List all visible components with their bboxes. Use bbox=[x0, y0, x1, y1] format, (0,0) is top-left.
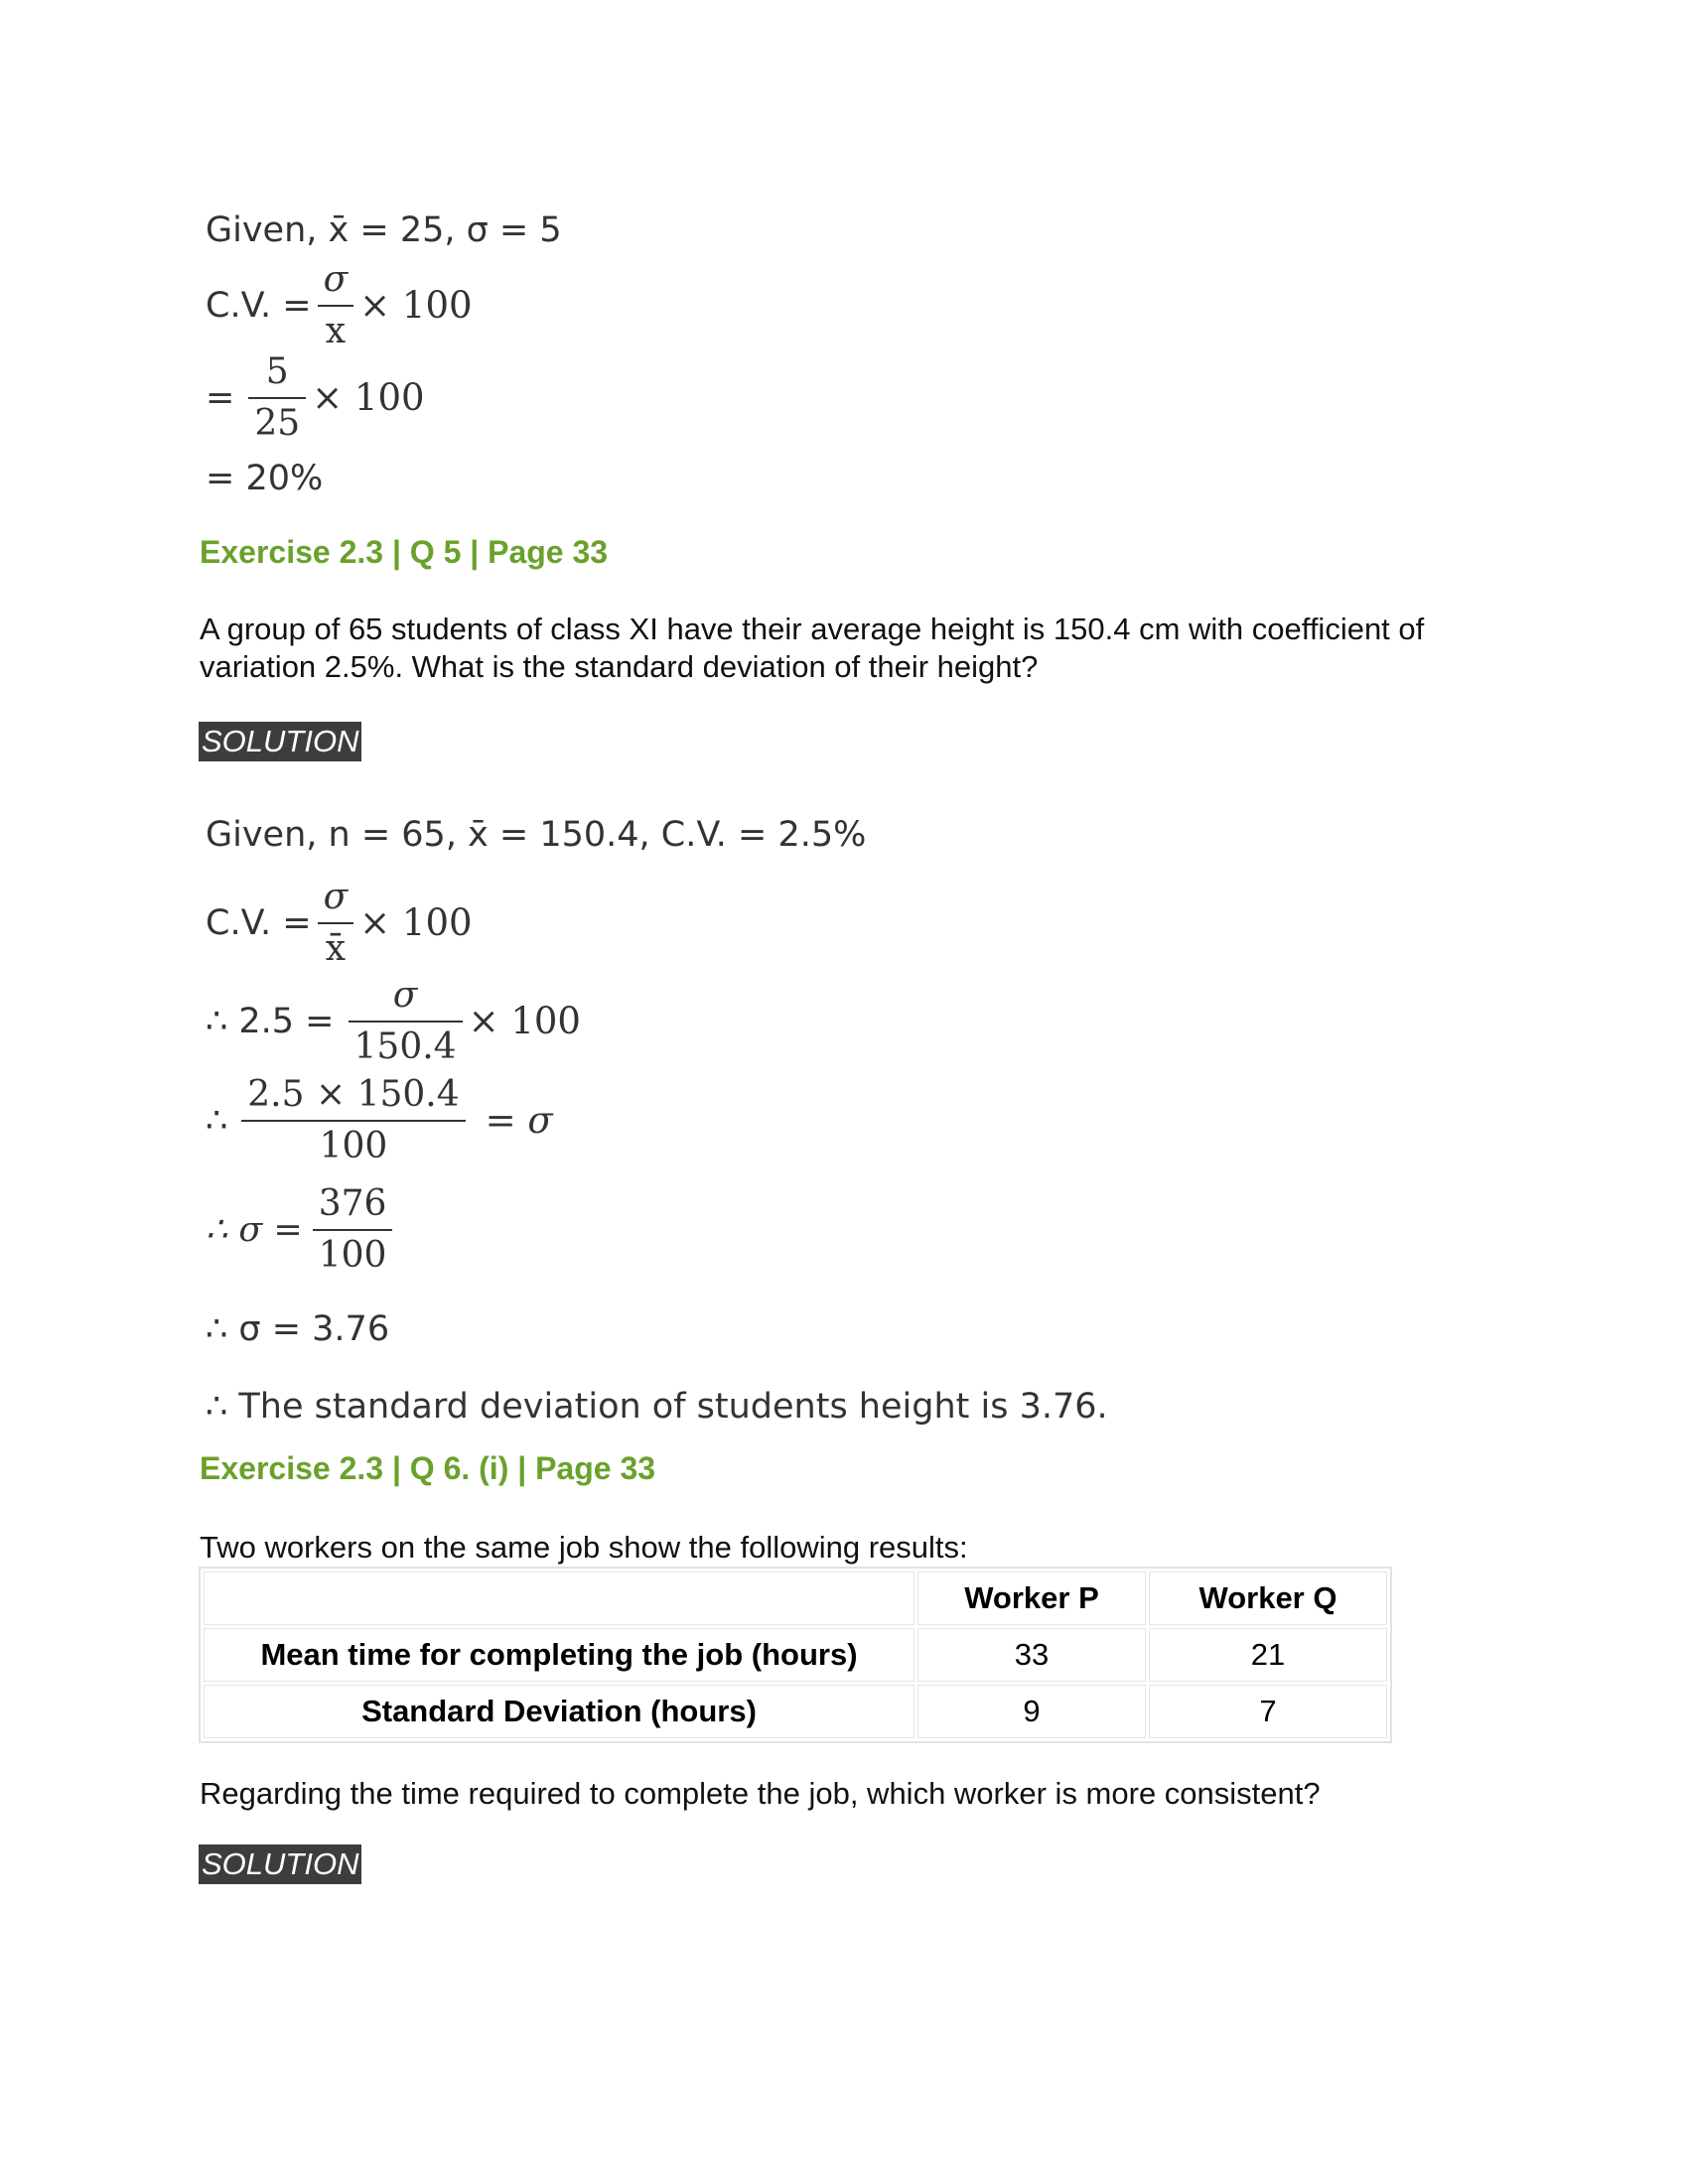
fraction-bar bbox=[349, 1021, 463, 1023]
result-1: = 20% bbox=[206, 459, 324, 498]
cv-label: C.V. = bbox=[206, 902, 312, 943]
numerator: 376 bbox=[318, 1183, 387, 1224]
table-cell: Standard Deviation (hours) bbox=[204, 1685, 914, 1738]
step3-q5 bbox=[206, 1184, 398, 1275]
fraction-bar bbox=[313, 1229, 393, 1231]
fraction bbox=[248, 352, 306, 443]
step2-rhs: = σ bbox=[485, 1099, 553, 1143]
step4-q5: ∴ σ = 3.76 bbox=[206, 1309, 390, 1349]
cv-formula-q5 bbox=[206, 878, 473, 968]
table-cell: 21 bbox=[1149, 1628, 1387, 1682]
table-cell: 9 bbox=[917, 1685, 1146, 1738]
denominator: 100 bbox=[319, 1125, 388, 1166]
cv-formula-1 bbox=[206, 260, 473, 350]
given-line-1: Given, x̄ = 25, σ = 5 bbox=[206, 210, 562, 250]
table-cell: 33 bbox=[917, 1628, 1146, 1682]
exercise-heading-q5: Exercise 2.3 | Q 5 | Page 33 bbox=[200, 534, 609, 570]
denominator: x̄ bbox=[325, 927, 347, 969]
numerator: 2.5 × 150.4 bbox=[247, 1074, 460, 1115]
table-header-row bbox=[204, 1571, 1387, 1625]
fraction-bar bbox=[248, 397, 306, 399]
numerator: σ bbox=[323, 259, 349, 300]
times-hundred: × 100 bbox=[359, 284, 473, 328]
fraction bbox=[241, 1075, 465, 1165]
substitution-1 bbox=[206, 352, 425, 443]
cv-label: C.V. = bbox=[206, 285, 312, 326]
denominator: 150.4 bbox=[353, 1025, 457, 1067]
step1-q5 bbox=[206, 976, 581, 1066]
table-row bbox=[204, 1685, 1387, 1738]
step2-q5 bbox=[206, 1075, 553, 1165]
results-table bbox=[199, 1567, 1392, 1743]
fraction-bar bbox=[318, 922, 354, 924]
table-header-cell: Worker P bbox=[917, 1571, 1146, 1625]
times-hundred: × 100 bbox=[312, 376, 425, 420]
denominator: 25 bbox=[254, 402, 301, 444]
fraction-bar bbox=[241, 1120, 465, 1122]
table-cell: 7 bbox=[1149, 1685, 1387, 1738]
equals-sign: = bbox=[206, 377, 235, 418]
table-header-cell: Worker Q bbox=[1149, 1571, 1387, 1625]
question-q5: A group of 65 students of class XI have their average height is 150.4 cm with coefficient of variation 2.5%. What is the standard deviation of their height? bbox=[200, 612, 1425, 684]
solution-label-q6: SOLUTION bbox=[199, 1844, 361, 1884]
question-q6: Regarding the time required to complete the job, which worker is more consistent? bbox=[200, 1776, 1321, 1811]
fraction-bar bbox=[318, 305, 354, 307]
conclusion-q5: ∴ The standard deviation of students height is 3.76. bbox=[206, 1387, 1108, 1427]
fraction bbox=[318, 260, 354, 350]
fraction bbox=[313, 1184, 393, 1275]
numerator: σ bbox=[323, 877, 349, 917]
intro-q6: Two workers on the same job show the following results: bbox=[200, 1530, 968, 1565]
step3-lhs: ∴ σ = bbox=[206, 1209, 303, 1250]
numerator: σ bbox=[392, 975, 418, 1016]
given-line-q5: Given, n = 65, x̄ = 150.4, C.V. = 2.5% bbox=[206, 815, 867, 855]
denominator: 100 bbox=[318, 1234, 387, 1276]
step1-lhs: ∴ 2.5 = bbox=[206, 1001, 335, 1041]
table-cell: Mean time for completing the job (hours) bbox=[204, 1628, 914, 1682]
fraction bbox=[318, 878, 354, 968]
table-header-cell bbox=[204, 1571, 914, 1625]
denominator: x bbox=[325, 310, 347, 351]
fraction bbox=[349, 976, 463, 1066]
solution-label-q5: SOLUTION bbox=[199, 722, 361, 761]
numerator: 5 bbox=[265, 351, 289, 392]
exercise-heading-q6: Exercise 2.3 | Q 6. (i) | Page 33 bbox=[200, 1450, 656, 1486]
step2-lhs: ∴ bbox=[206, 1100, 228, 1141]
times-hundred: × 100 bbox=[468, 1000, 581, 1043]
times-hundred: × 100 bbox=[359, 901, 473, 945]
table-row bbox=[204, 1628, 1387, 1682]
